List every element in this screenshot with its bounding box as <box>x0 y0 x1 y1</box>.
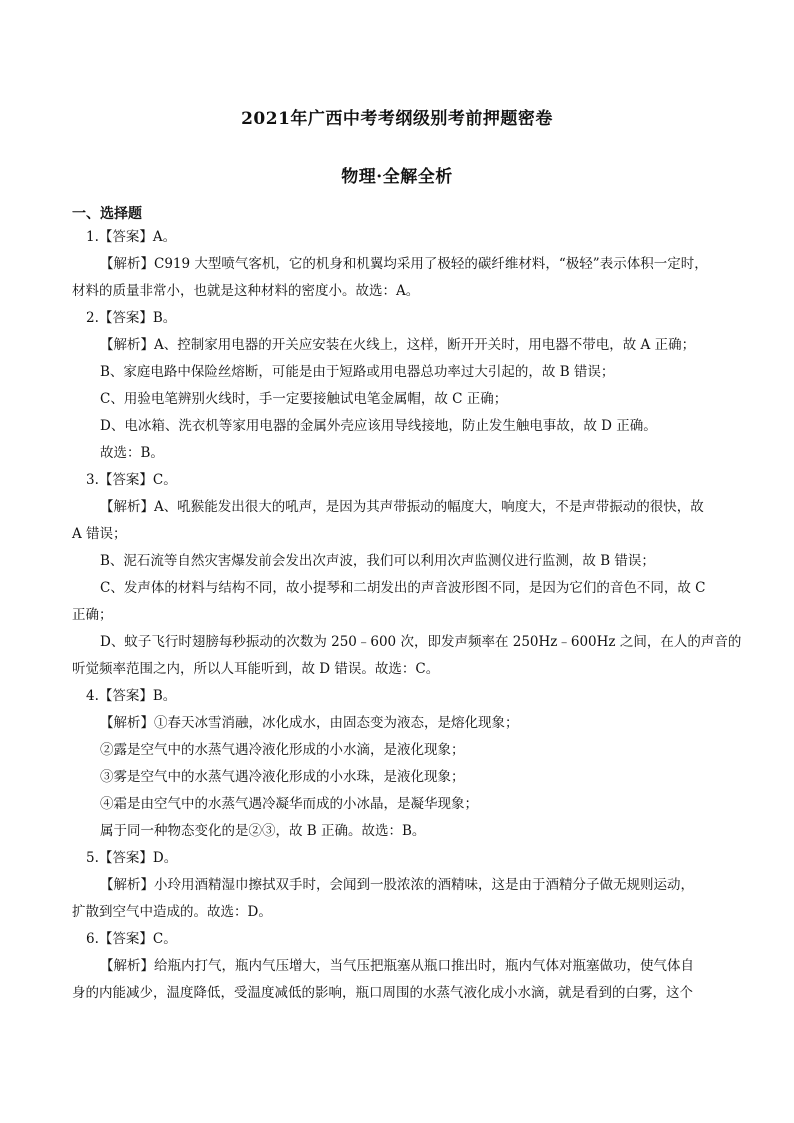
text-line: D、电冰箱、洗衣机等家用电器的金属外壳应该用导线接地，防止发生触电事故，故 D 正确。 <box>100 418 657 434</box>
text-line: 【解析】A、吼猴能发出很大的吼声，是因为其声带振动的幅度大，响度大，不是声带振动的很快，故 <box>100 499 704 515</box>
text-line: B、泥石流等自然灾害爆发前会发出次声波，我们可以利用次声监测仪进行监测，故 B 错误； <box>100 553 655 569</box>
text-line: 【解析】A、控制家用电器的开关应安装在火线上，这样，断开开关时，用电器不带电，故 A 正确； <box>100 337 696 353</box>
section-heading: 一、选择题 <box>72 206 142 222</box>
text-line: ③雾是空气中的水蒸气遇冷液化形成的小水珠，是液化现象； <box>100 769 465 785</box>
text-line: 听觉频率范围之内，所以人耳能听到，故 D 错误。故选：C。 <box>72 661 440 677</box>
text-line: 扩散到空气中造成的。故选：D。 <box>72 904 272 920</box>
text-line: 1.【答案】A。 <box>86 229 177 245</box>
text-line: 故选：B。 <box>100 445 164 461</box>
text-line: 【解析】C919 大型喷气客机，它的机身和机翼均采用了极轻的碳纤维材料，“极轻”表示体积一定时， <box>100 256 708 272</box>
document-subtitle: 物理·全解全析 <box>341 167 453 187</box>
text-line: 4.【答案】B。 <box>86 688 177 704</box>
text-line: C、用验电笔辨别火线时，手一定要接触试电笔金属帽，故 C 正确； <box>100 391 508 407</box>
text-line: 材料的质量非常小，也就是这种材料的密度小。故选：A。 <box>72 283 420 299</box>
text-line: 2.【答案】B。 <box>86 310 177 326</box>
text-line: ②露是空气中的水蒸气遇冷液化形成的小水滴，是液化现象； <box>100 742 465 758</box>
text-line: C、发声体的材料与结构不同，故小提琴和二胡发出的声音波形图不同，是因为它们的音色不同，故 C <box>100 580 706 596</box>
text-line: ④霜是由空气中的水蒸气遇冷凝华而成的小冰晶，是凝华现象； <box>100 796 478 812</box>
text-line: 3.【答案】C。 <box>86 472 177 488</box>
text-line: A 错误； <box>72 526 127 542</box>
text-line: 属于同一种物态变化的是②③，故 B 正确。故选：B。 <box>100 823 426 839</box>
text-line: B、家庭电路中保险丝熔断，可能是由于短路或用电器总功率过大引起的，故 B 错误； <box>100 364 615 380</box>
text-line: 6.【答案】C。 <box>86 931 177 947</box>
text-line: 【解析】①春天冰雪消融，冰化成水，由固态变为液态，是熔化现象； <box>100 715 519 731</box>
text-line: 身的内能减少，温度降低，受温度减低的影响，瓶口周围的水蒸气液化成小水滴，就是看到的白雾，这个 <box>72 985 693 1001</box>
text-line: 正确； <box>72 607 113 623</box>
document-body <box>72 224 742 1007</box>
text-line: D、蚊子飞行时翅膀每秒振动的次数为 250﹣600 次，即发声频率在 250Hz﹣600Hz 之间，在人的声音的 <box>100 634 742 650</box>
text-line: 【解析】小玲用酒精湿巾擦拭双手时，会闻到一股浓浓的酒精味，这是由于酒精分子做无规则运动， <box>100 877 694 893</box>
text-line: 【解析】给瓶内打气，瓶内气压增大，当气压把瓶塞从瓶口推出时，瓶内气体对瓶塞做功，使气体自 <box>100 958 694 974</box>
document-title: 2021年广西中考考纲级别考前押题密卷 <box>241 109 553 129</box>
text-line: 5.【答案】D。 <box>86 850 178 866</box>
